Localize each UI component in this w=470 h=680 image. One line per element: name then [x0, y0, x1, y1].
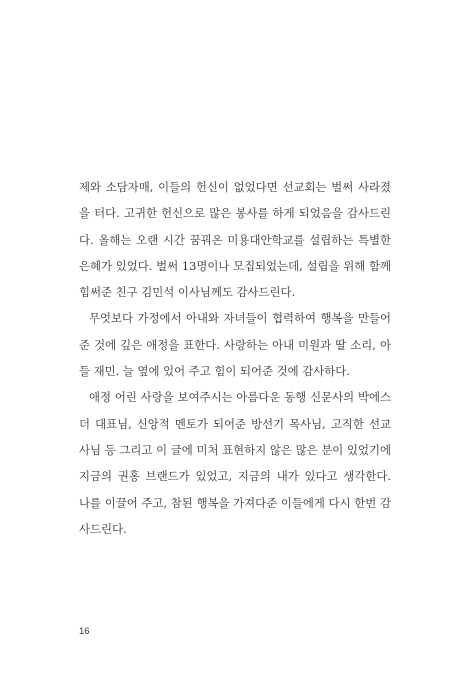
page-number: 16: [79, 626, 90, 637]
text-line: 들 재민. 늘 옆에 있어 주고 힘이 되어준 것에 감사하다.: [79, 364, 350, 379]
text-line: 애정 어린 사랑을 보여주시는 아름다운 동행 신문사의 박에스: [89, 390, 391, 405]
text-line: 은혜가 있었다. 벌써 13명이나 모집되었는데, 설립을 위해 함께: [79, 258, 391, 273]
text-line: 지금의 권홍 브랜드가 있었고, 지금의 내가 있다고 생각한다.: [79, 469, 391, 484]
text-line: 다. 올해는 오랜 시간 꿈꿔온 미용대안학교를 설립하는 특별한: [79, 232, 391, 247]
body-text: [79, 174, 391, 542]
text-line: 더 대표님, 신앙적 멘토가 되어준 방선기 목사님, 고직한 선교: [79, 416, 391, 431]
text-line: 사드린다.: [79, 521, 127, 536]
text-line: 준 것에 깊은 애정을 표한다. 사랑하는 아내 미원과 딸 소리, 아: [79, 337, 391, 352]
text-line: 제와 소담자매, 이들의 헌신이 없었다면 선교회는 벌써 사라졌: [79, 180, 391, 194]
text-line: 힘써준 친구 김민석 이사님께도 감사드린다.: [79, 285, 296, 300]
text-line: 나를 이끌어 주고, 참된 행복을 가져다준 이들에게 다시 한번 감: [79, 495, 391, 510]
text-line: 무엇보다 가정에서 아내와 자녀들이 협력하여 행복을 만들어: [89, 311, 391, 326]
text-line: 을 터다. 고귀한 헌신으로 많은 봉사를 하게 되었음을 감사드린: [79, 206, 392, 221]
text-line: 사님 등 그리고 이 글에 미처 표현하지 않은 많은 분이 있었기에: [79, 442, 391, 457]
